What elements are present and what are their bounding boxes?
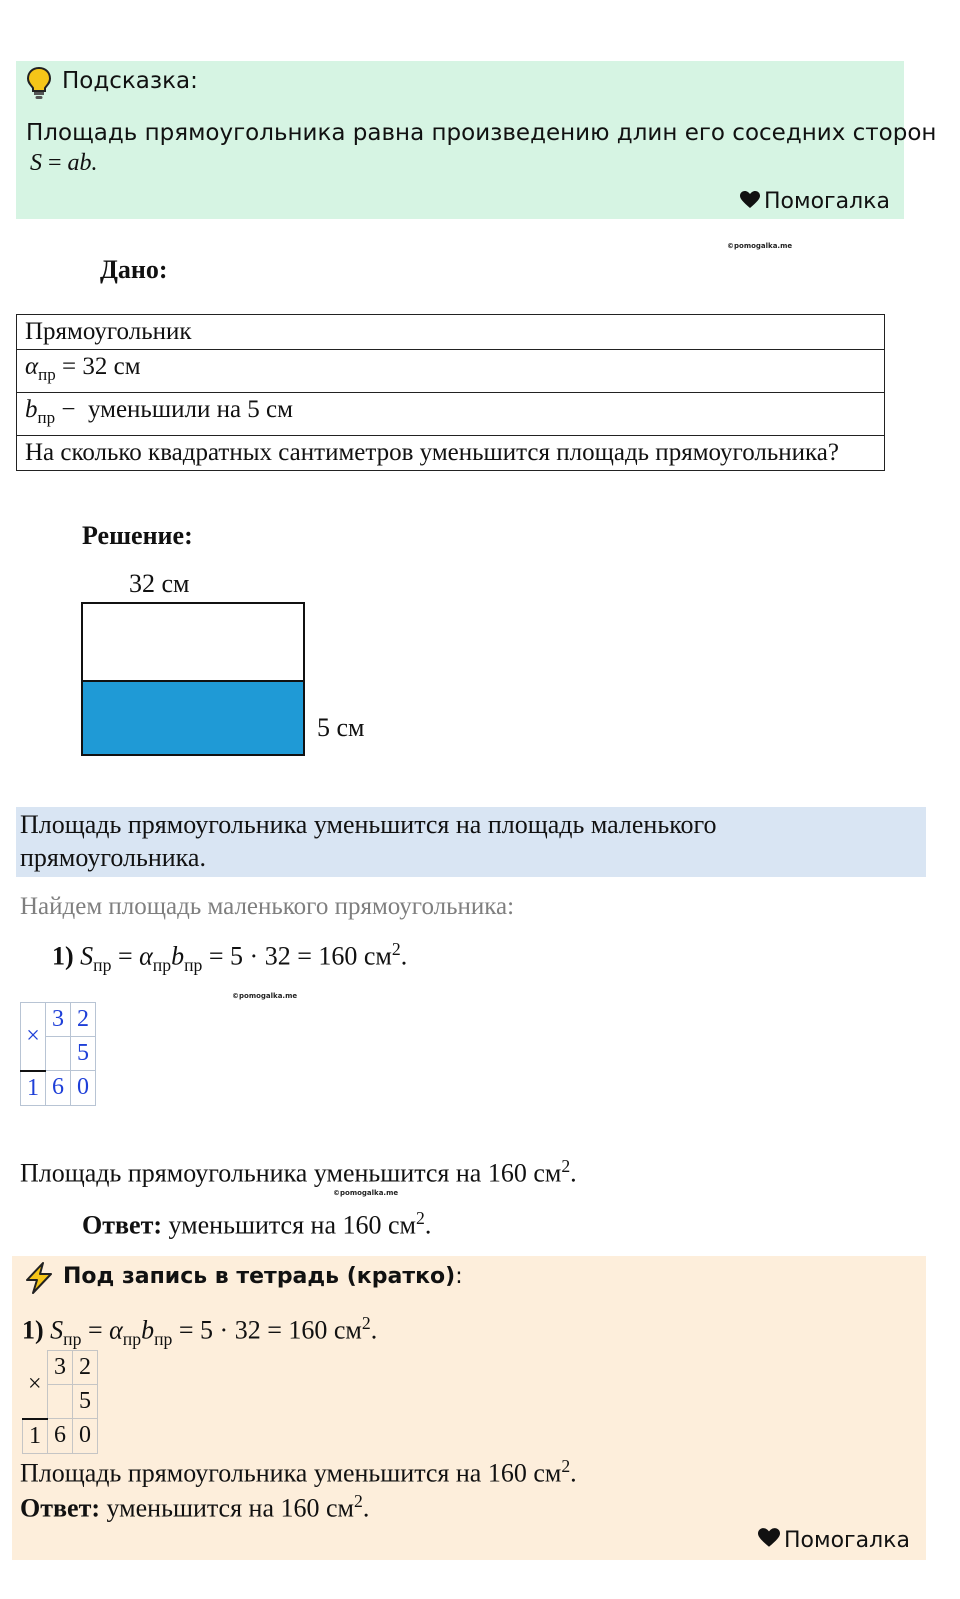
heart-icon (758, 1528, 780, 1548)
table-row (17, 350, 885, 393)
small-rectangle (81, 680, 305, 756)
multiplication-grid (20, 1002, 96, 1106)
formula-lhs: S (30, 150, 42, 176)
watermark: ©pomogalka.me (333, 1189, 399, 1197)
table-cell: $b_{пр}$ − уменьшили на 5 см (17, 392, 885, 435)
given-heading: Дано: (100, 255, 168, 284)
brand-name: Помогалка (784, 1528, 910, 1553)
brand-name: Помогалка (764, 189, 890, 214)
grid-digit: 3 (46, 1003, 71, 1037)
lightning-icon (22, 1261, 56, 1295)
grid-cell (46, 1037, 71, 1071)
summary-brand[interactable] (758, 1528, 910, 1553)
grid-digit: 6 (48, 1419, 73, 1454)
hint-formula: S = ab. (30, 150, 98, 176)
grid-digit: 3 (48, 1351, 73, 1385)
table-row (17, 435, 885, 470)
grid-digit: 0 (71, 1071, 96, 1106)
grid-cell (48, 1385, 73, 1419)
grid-digit: 0 (73, 1419, 98, 1454)
height-label: 5 см (317, 713, 365, 742)
heart-icon (740, 191, 760, 209)
hint-text: Площадь прямоугольника равна произведению длин его соседних сторон (26, 120, 937, 146)
formula-rhs: ab. (67, 150, 98, 176)
grid-digit: 2 (71, 1003, 96, 1037)
big-rectangle (81, 602, 305, 682)
table-row (17, 392, 885, 435)
summary-conclusion: Площадь прямоугольника уменьшится на 160 $см^2$. (20, 1456, 577, 1488)
width-label: 32 см (129, 569, 190, 598)
table-cell: Прямоугольник (17, 315, 885, 350)
conclusion-text: Площадь прямоугольника уменьшится на 160 $см^2$. (20, 1156, 577, 1188)
grid-digit: 1 (21, 1071, 46, 1106)
note-text: Площадь прямоугольника уменьшится на площадь маленького прямоугольника. (20, 810, 717, 872)
find-text: Найдем площадь маленького прямоугольника: (20, 893, 515, 920)
multiply-sign: × (21, 1003, 46, 1071)
solution-heading: Решение: (82, 521, 193, 550)
multiply-sign: × (27, 1370, 42, 1397)
grid-digit: 5 (71, 1037, 96, 1071)
table-row (17, 315, 885, 350)
step-formula: 1) $S_{пр} = \alpha_{пр}b_{пр} = 5 \cdot 32 = 160$ $см^2$. (52, 939, 408, 975)
hint-title: Подсказка: (62, 68, 198, 94)
grid-digit: 6 (46, 1071, 71, 1106)
table-cell: На сколько квадратных сантиметров уменьшится площадь прямоугольника? (17, 435, 885, 470)
given-table (16, 314, 885, 471)
table-cell: $\alpha_{пр} = 32$ см (17, 350, 885, 393)
answer: Ответ: уменьшится на 160 $см^2$. (82, 1208, 432, 1240)
summary-formula: 1) $S_{пр} = \alpha_{пр}b_{пр} = 5 \cdot 32 = 160$ $см^2$. (22, 1313, 378, 1349)
summary-answer: Ответ: уменьшится на 160 $см^2$. (20, 1491, 370, 1523)
grid-digit: 2 (73, 1351, 98, 1385)
hint-brand[interactable] (740, 189, 890, 214)
grid-digit: 5 (73, 1385, 98, 1419)
watermark: ©pomogalka.me (232, 992, 298, 1000)
watermark: ©pomogalka.me (727, 242, 793, 250)
summary-multiplication-grid (22, 1350, 98, 1454)
lightbulb-icon (26, 66, 52, 100)
grid-digit: 1 (23, 1419, 48, 1454)
summary-title: Под запись в тетрадь (кратко): (63, 1264, 463, 1289)
